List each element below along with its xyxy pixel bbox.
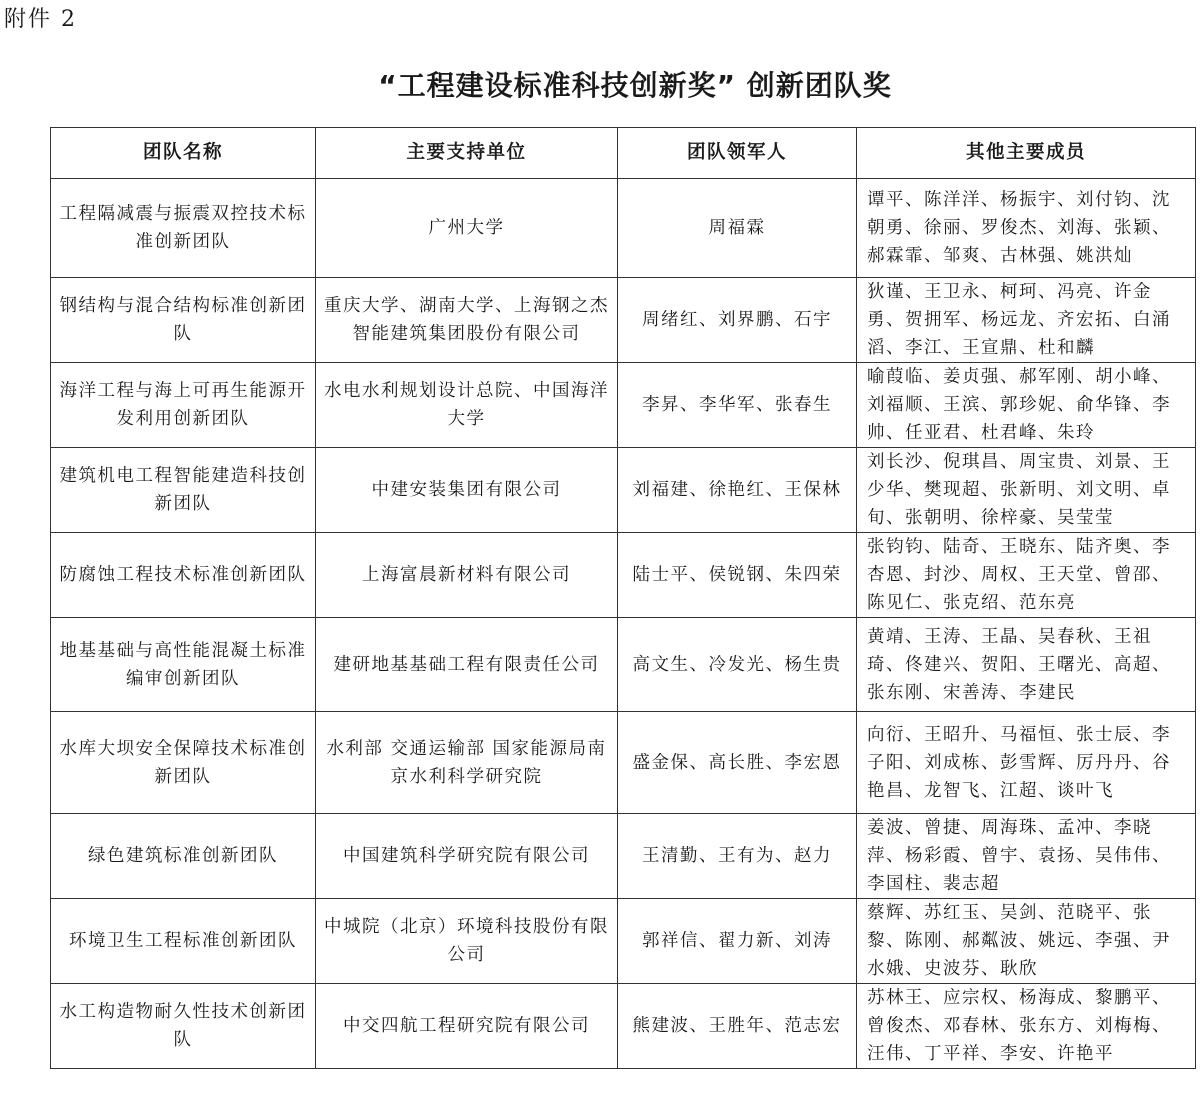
table-row [51,448,1196,533]
supporting-unit-cell: 水利部 交通运输部 国家能源局南京水利科学研究院 [316,712,618,814]
team-leader-cell: 熊建波、王胜年、范志宏 [618,984,857,1069]
table-row [51,278,1196,363]
other-members-cell: 姜波、曾捷、周海珠、孟冲、李晓萍、杨彩霞、曾宇、袁扬、吴伟伟、李国柱、裴志超 [857,814,1196,899]
team-leader-cell: 高文生、冷发光、杨生贵 [618,618,857,712]
supporting-unit-cell: 中建安装集团有限公司 [316,448,618,533]
other-members-cell: 黄靖、王涛、王晶、吴春秋、王祖琦、佟建兴、贺阳、王曙光、高超、张东刚、宋善涛、李建民 [857,618,1196,712]
supporting-unit-cell: 上海富晨新材料有限公司 [316,533,618,618]
other-members-cell: 谭平、陈洋洋、杨振宇、刘付钧、沈朝勇、徐丽、罗俊杰、刘海、张颖、郝霖霏、邹爽、古林强、姚洪灿 [857,179,1196,278]
team-name-cell: 钢结构与混合结构标准创新团队 [51,278,316,363]
team-name-cell: 防腐蚀工程技术标准创新团队 [51,533,316,618]
other-members-cell: 张钧钧、陆奇、王晓东、陆齐奥、李杏恩、封沙、周权、王天堂、曾邵、陈见仁、张克绍、范东亮 [857,533,1196,618]
column-header-other-members: 其他主要成员 [857,128,1196,179]
supporting-unit-cell: 中国建筑科学研究院有限公司 [316,814,618,899]
other-members-cell: 喻葭临、姜贞强、郝军刚、胡小峰、刘福顺、王滨、郭珍妮、俞华锋、李帅、任亚君、杜君峰、朱玲 [857,363,1196,448]
team-name-cell: 地基基础与高性能混凝土标准编审创新团队 [51,618,316,712]
team-name-cell: 水库大坝安全保障技术标准创新团队 [51,712,316,814]
other-members-cell: 苏林王、应宗权、杨海成、黎鹏平、曾俊杰、邓春林、张东方、刘梅梅、汪伟、丁平祥、李安、许艳平 [857,984,1196,1069]
table-row [51,618,1196,712]
team-leader-cell: 周福霖 [618,179,857,278]
team-leader-cell: 陆士平、侯锐钢、朱四荣 [618,533,857,618]
table-row [51,363,1196,448]
supporting-unit-cell: 水电水利规划设计总院、中国海洋大学 [316,363,618,448]
team-leader-cell: 盛金保、高长胜、李宏恩 [618,712,857,814]
column-header-team-leader: 团队领军人 [618,128,857,179]
other-members-cell: 蔡辉、苏红玉、吴剑、范晓平、张黎、陈刚、郝粼波、姚远、李强、尹水娥、史波芬、耿欣 [857,899,1196,984]
table-row [51,712,1196,814]
other-members-cell: 狄谨、王卫永、柯珂、冯亮、许金勇、贺拥军、杨远龙、齐宏拓、白涌滔、李江、王宣鼎、杜和麟 [857,278,1196,363]
table-row [51,984,1196,1069]
award-table [50,127,1196,1069]
supporting-unit-cell: 中城院（北京）环境科技股份有限公司 [316,899,618,984]
team-leader-cell: 王清勤、王有为、赵力 [618,814,857,899]
table-row [51,533,1196,618]
team-leader-cell: 周绪红、刘界鹏、石宇 [618,278,857,363]
team-name-cell: 工程隔减震与振震双控技术标准创新团队 [51,179,316,278]
supporting-unit-cell: 中交四航工程研究院有限公司 [316,984,618,1069]
table-header-row [51,128,1196,179]
supporting-unit-cell: 广州大学 [316,179,618,278]
table-row [51,899,1196,984]
team-leader-cell: 刘福建、徐艳红、王保林 [618,448,857,533]
team-name-cell: 环境卫生工程标准创新团队 [51,899,316,984]
other-members-cell: 向衍、王昭升、马福恒、张士辰、李子阳、刘成栋、彭雪辉、厉丹丹、谷艳昌、龙智飞、江超、谈叶飞 [857,712,1196,814]
table-row [51,179,1196,278]
supporting-unit-cell: 建研地基基础工程有限责任公司 [316,618,618,712]
team-name-cell: 建筑机电工程智能建造科技创新团队 [51,448,316,533]
team-name-cell: 水工构造物耐久性技术创新团队 [51,984,316,1069]
attachment-label: 附件 2 [4,7,77,32]
supporting-unit-cell: 重庆大学、湖南大学、上海钢之杰智能建筑集团股份有限公司 [316,278,618,363]
table-row [51,814,1196,899]
team-name-cell: 绿色建筑标准创新团队 [51,814,316,899]
column-header-team-name: 团队名称 [51,128,316,179]
team-name-cell: 海洋工程与海上可再生能源开发利用创新团队 [51,363,316,448]
column-header-supporting-unit: 主要支持单位 [316,128,618,179]
page-title: “工程建设标准科技创新奖” 创新团队奖 [378,69,892,102]
team-leader-cell: 李昇、李华军、张春生 [618,363,857,448]
team-leader-cell: 郭祥信、翟力新、刘涛 [618,899,857,984]
other-members-cell: 刘长沙、倪琪昌、周宝贵、刘景、王少华、樊现超、张新明、刘文明、卓旬、张朝明、徐梓豪、吴莹莹 [857,448,1196,533]
